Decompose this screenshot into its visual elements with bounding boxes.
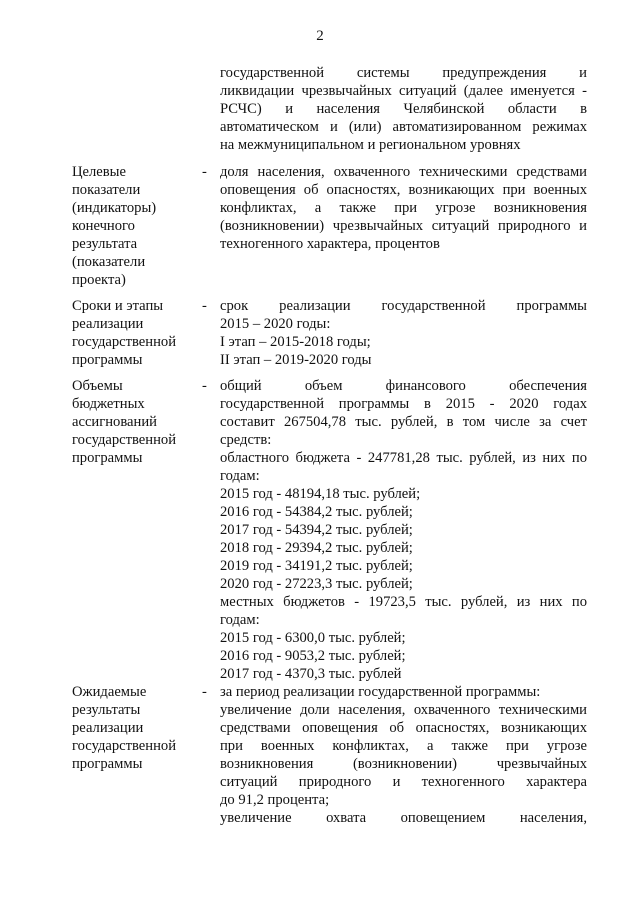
label-line: государственной bbox=[72, 738, 177, 754]
text-line: местных бюджетов - 19723,5 тыс. рублей, из них по bbox=[220, 594, 587, 610]
text-line: составит 267504,78 тыс. рублей, в том числе за счет bbox=[220, 414, 587, 430]
label-line: программы bbox=[72, 450, 143, 466]
text-line: срок реализации государственной программы bbox=[220, 298, 587, 314]
section-body bbox=[220, 683, 587, 827]
label-line: программы bbox=[72, 756, 143, 772]
label-line: реализации bbox=[72, 316, 144, 332]
text-line: увеличение охвата оповещением населения, bbox=[220, 810, 587, 826]
text-line: при военных конфликтах, а также при угрозе bbox=[220, 738, 587, 754]
text-line: средствами оповещения об опасностях, возникающих bbox=[220, 720, 587, 736]
label-line: (показатели bbox=[72, 254, 146, 270]
label-line: конечного bbox=[72, 218, 135, 234]
text-line: 2015 год - 48194,18 тыс. рублей; bbox=[220, 486, 421, 502]
section-body bbox=[220, 377, 587, 683]
section-label bbox=[72, 297, 194, 369]
text-line: до 91,2 процента; bbox=[220, 792, 330, 808]
label-line: государственной bbox=[72, 334, 177, 350]
section-dash: - bbox=[202, 164, 207, 180]
text-line: 2015 год - 6300,0 тыс. рублей; bbox=[220, 630, 406, 646]
text-line: 2017 год - 54394,2 тыс. рублей; bbox=[220, 522, 413, 538]
label-line: (индикаторы) bbox=[72, 200, 157, 216]
section-dash: - bbox=[202, 378, 207, 394]
label-line: Целевые bbox=[72, 164, 126, 180]
text-line: (возникновении) чрезвычайных ситуаций природного и bbox=[220, 218, 587, 234]
text-line: возникновения (возникновении) чрезвычайных bbox=[220, 756, 587, 772]
label-line: проекта) bbox=[72, 272, 126, 288]
section-label bbox=[72, 683, 194, 773]
label-line: Объемы bbox=[72, 378, 123, 394]
text-line: автоматическом и (или) автоматизированном режимах bbox=[220, 119, 587, 135]
text-line: государственной программы в 2015 - 2020 годах bbox=[220, 396, 587, 412]
text-line: оповещения об опасностях, возникающих при военных bbox=[220, 182, 587, 198]
text-line: 2017 год - 4370,3 тыс. рублей bbox=[220, 666, 402, 682]
section-label bbox=[72, 377, 194, 467]
text-line: техногенного характера, процентов bbox=[220, 236, 440, 252]
text-line: увеличение доли населения, охваченного техническими bbox=[220, 702, 587, 718]
text-line: 2019 год - 34191,2 тыс. рублей; bbox=[220, 558, 413, 574]
label-line: Сроки и этапы bbox=[72, 298, 164, 314]
text-line: 2018 год - 29394,2 тыс. рублей; bbox=[220, 540, 413, 556]
text-line: РСЧС) и населения Челябинской области в bbox=[220, 101, 587, 117]
section-body bbox=[220, 297, 587, 369]
label-line: бюджетных bbox=[72, 396, 145, 412]
intro-text bbox=[220, 64, 587, 154]
label-line: программы bbox=[72, 352, 143, 368]
text-line: I этап – 2015-2018 годы; bbox=[220, 334, 371, 350]
text-line: областного бюджета - 247781,28 тыс. рублей, из них по bbox=[220, 450, 587, 466]
text-line: 2016 год - 54384,2 тыс. рублей; bbox=[220, 504, 413, 520]
label-line: Ожидаемые bbox=[72, 684, 147, 700]
page-number: 2 bbox=[316, 28, 324, 44]
text-line: годам: bbox=[220, 612, 260, 628]
section-dash: - bbox=[202, 298, 207, 314]
text-line: ликвидации чрезвычайных ситуаций (далее именуется - bbox=[220, 83, 587, 99]
text-line: II этап – 2019-2020 годы bbox=[220, 352, 372, 368]
text-line: 2020 год - 27223,3 тыс. рублей; bbox=[220, 576, 413, 592]
label-line: результата bbox=[72, 236, 138, 252]
label-line: результаты bbox=[72, 702, 141, 718]
section-label bbox=[72, 163, 194, 289]
label-line: показатели bbox=[72, 182, 141, 198]
text-line: средств: bbox=[220, 432, 272, 448]
text-line: конфликтах, а также при угрозе возникновения bbox=[220, 200, 587, 216]
text-line: на межмуниципальном и региональном уровнях bbox=[220, 137, 521, 153]
text-line: годам: bbox=[220, 468, 260, 484]
text-line: общий объем финансового обеспечения bbox=[220, 378, 587, 394]
text-line: за период реализации государственной программы: bbox=[220, 684, 541, 700]
section-body bbox=[220, 163, 587, 253]
text-line: государственной системы предупреждения и bbox=[220, 65, 587, 81]
text-line: доля населения, охваченного техническими средствами bbox=[220, 164, 587, 180]
text-line: ситуаций природного и техногенного характера bbox=[220, 774, 587, 790]
label-line: реализации bbox=[72, 720, 144, 736]
section-dash: - bbox=[202, 684, 207, 700]
text-line: 2015 – 2020 годы: bbox=[220, 316, 331, 332]
label-line: ассигнований bbox=[72, 414, 157, 430]
label-line: государственной bbox=[72, 432, 177, 448]
text-line: 2016 год - 9053,2 тыс. рублей; bbox=[220, 648, 406, 664]
